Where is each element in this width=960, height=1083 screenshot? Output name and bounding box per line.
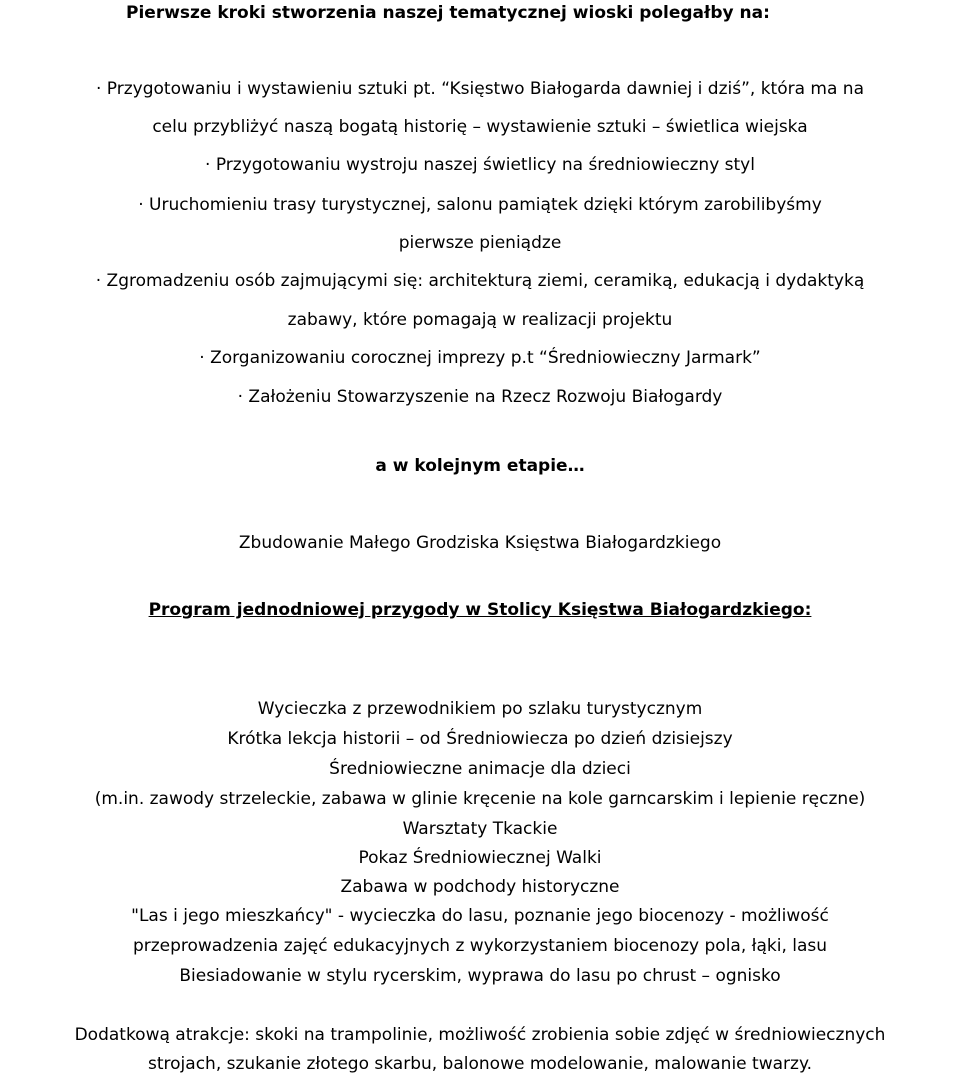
program-line: Biesiadowanie w stylu rycerskim, wyprawa do lasu po chrust – ognisko [179,966,781,986]
program-heading: Program jednodniowej przygody w Stolicy Księstwa Białogardzkiego: [148,600,812,620]
first-step-line: · Założeniu Stowarzyszenie na Rzecz Rozwoju Białogardy [237,387,723,407]
extras-line: Dodatkową atrakcje: skoki na trampolinie, możliwość zrobienia sobie zdjęć w średniowiecznych [74,1025,886,1045]
first-step-line: · Przygotowaniu i wystawieniu sztuki pt. “Księstwo Białogarda dawniej i dziś”, która ma na [95,79,864,99]
next-stage-heading: a w kolejnym etapie… [375,456,585,476]
program-line: (m.in. zawody strzeleckie, zabawa w glinie kręcenie na kole garncarskim i lepienie ręczne) [94,789,866,809]
first-step-line: · Uruchomieniu trasy turystycznej, salonu pamiątek dzięki którym zarobilibyśmy [138,195,822,215]
program-line: Średniowieczne animacje dla dzieci [329,759,631,779]
program-line: Zabawa w podchody historyczne [340,877,620,897]
first-step-line: zabawy, które pomagają w realizacji projektu [287,310,673,330]
next-stage-text: Zbudowanie Małego Grodziska Księstwa Białogardzkiego [238,533,722,553]
first-step-line: pierwsze pieniądze [398,233,562,253]
first-step-line: celu przybliżyć naszą bogatą historię – wystawienie sztuki – świetlica wiejska [152,117,808,137]
first-step-line: · Zorganizowaniu corocznej imprezy p.t “Średniowieczny Jarmark” [199,348,761,368]
first-step-line: · Przygotowaniu wystroju naszej świetlicy na średniowieczny styl [205,155,755,175]
first-step-line: · Zgromadzeniu osób zajmującymi się: architekturą ziemi, ceramiką, edukacją i dydaktyką [95,271,865,291]
extras-line: strojach, szukanie złotego skarbu, balonowe modelowanie, malowanie twarzy. [148,1054,812,1074]
program-line: przeprowadzenia zajęć edukacyjnych z wykorzystaniem biocenozy pola, łąki, lasu [132,936,828,956]
program-line: "Las i jego mieszkańcy" - wycieczka do lasu, poznanie jego biocenozy - możliwość [131,906,829,926]
program-line: Krótka lekcja historii – od Średniowiecza po dzień dzisiejszy [227,729,733,749]
program-line: Warsztaty Tkackie [402,819,558,839]
program-line: Wycieczka z przewodnikiem po szlaku turystycznym [257,699,703,719]
intro-title: Pierwsze kroki stworzenia naszej tematycznej wioski polegałby na: [126,3,770,23]
program-line: Pokaz Średniowiecznej Walki [358,848,602,868]
